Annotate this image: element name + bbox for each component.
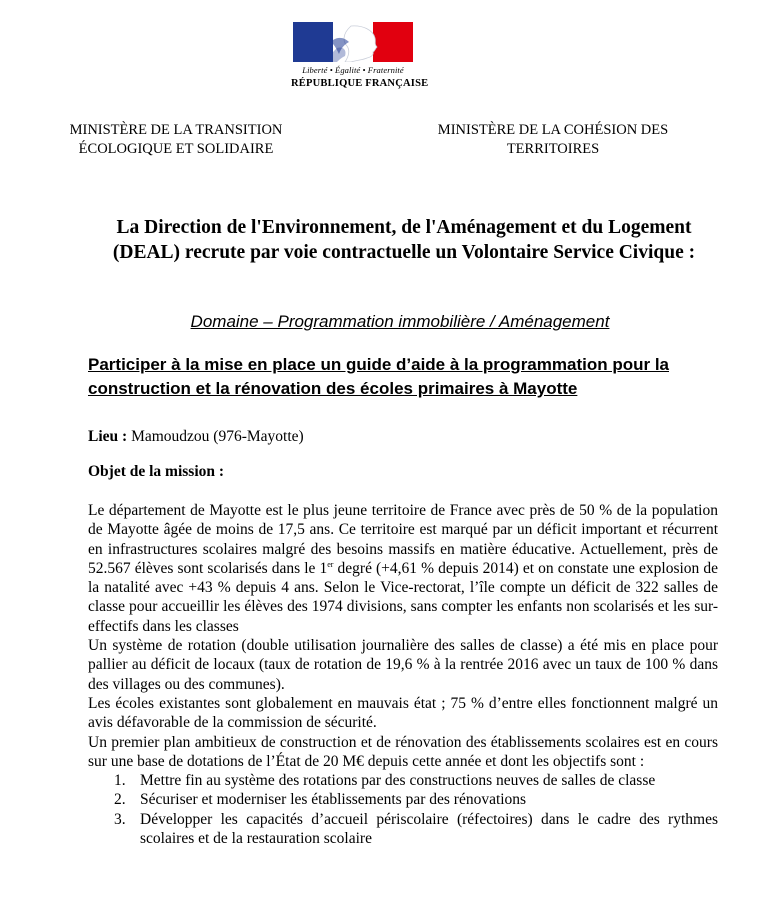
list-item: 1. Mettre fin au système des rotations par des constructions neuves de salles de classe <box>114 772 656 790</box>
location-line <box>88 427 728 447</box>
paragraph-schools-state: Les écoles existantes sont globalement en mauvais état ; 75 % d’entre elles fonctionnent malgré un avis défavorable de la commission de sécurité. <box>88 694 718 732</box>
list-item: 3. Développer les capacités d’accueil périscolaire (réfectoires) dans le cadre des rythmes scolaires et de la restauration scolaire <box>114 810 718 848</box>
superscript-er: er <box>327 559 334 569</box>
objectives-list <box>88 771 718 848</box>
mission-description <box>88 501 718 848</box>
page-title: La Direction de l'Environnement, de l'Aménagement et du Logement (DEAL) recrute par voie contractuelle un Volontaire Service Civique : <box>112 217 696 263</box>
marianne-flag-icon <box>293 22 413 62</box>
ministry-right: MINISTÈRE DE LA COHÉSION DES TERRITOIRES <box>437 122 669 157</box>
mission-object-heading: Objet de la mission : <box>88 463 225 480</box>
logo-motto: Liberté • Égalité • Fraternité <box>302 65 404 75</box>
paragraph-rotation: Un système de rotation (double utilisation journalière des salles de classe) a été mis en place pour pallier au déficit de locaux (taux de rotation de 19,6 % à la rentrée 2016 avec un taux de 100 % dans des villages ou des communes). <box>88 637 718 693</box>
logo-republic: RÉPUBLIQUE FRANÇAISE <box>291 78 429 89</box>
republique-francaise-logo <box>291 22 429 96</box>
domain-heading: Domaine – Programmation immobilière / Aménagement <box>190 312 610 331</box>
mission-title: Participer à la mise en place un guide d’aide à la programmation pour la construction et la rénovation des écoles primaires à Mayotte <box>88 355 669 398</box>
list-item: 2. Sécuriser et moderniser les établissements par des rénovations <box>114 791 527 809</box>
paragraph-plan: Un premier plan ambitieux de construction et de rénovation des établissements scolaires est en cours sur une base de dotations de l’État de 20 M€ depuis cette année et dont les objectifs sont : <box>88 733 718 770</box>
location-label: Lieu : <box>88 428 128 445</box>
paragraph-context: Le département de Mayotte est le plus jeune territoire de France avec près de 50 % de la population de Mayotte âgée de moins de 17,5 ans. Ce territoire est marqué par un déficit important et récurrent en infrastructures scolaires malgré des besoins massifs en matière éducative. Actuellement, près de 52.567 élèves sont scolarisés dans le 1er degré (+4,61 % depuis 2014) et on constate une explosion de la natalité avec +43 % depuis 4 ans. Selon le Vice-rectorat, l’île compte un déficit de 322 salles de classe pour accueillir les élèves des 1974 divisions, sans compter les enfants non scolarisés et les sur-effectifs dans les classes <box>88 502 718 635</box>
location-value: Mamoudzou (976-Mayotte) <box>131 428 304 445</box>
ministry-left: MINISTÈRE DE LA TRANSITION ÉCOLOGIQUE ET SOLIDAIRE <box>69 122 283 157</box>
